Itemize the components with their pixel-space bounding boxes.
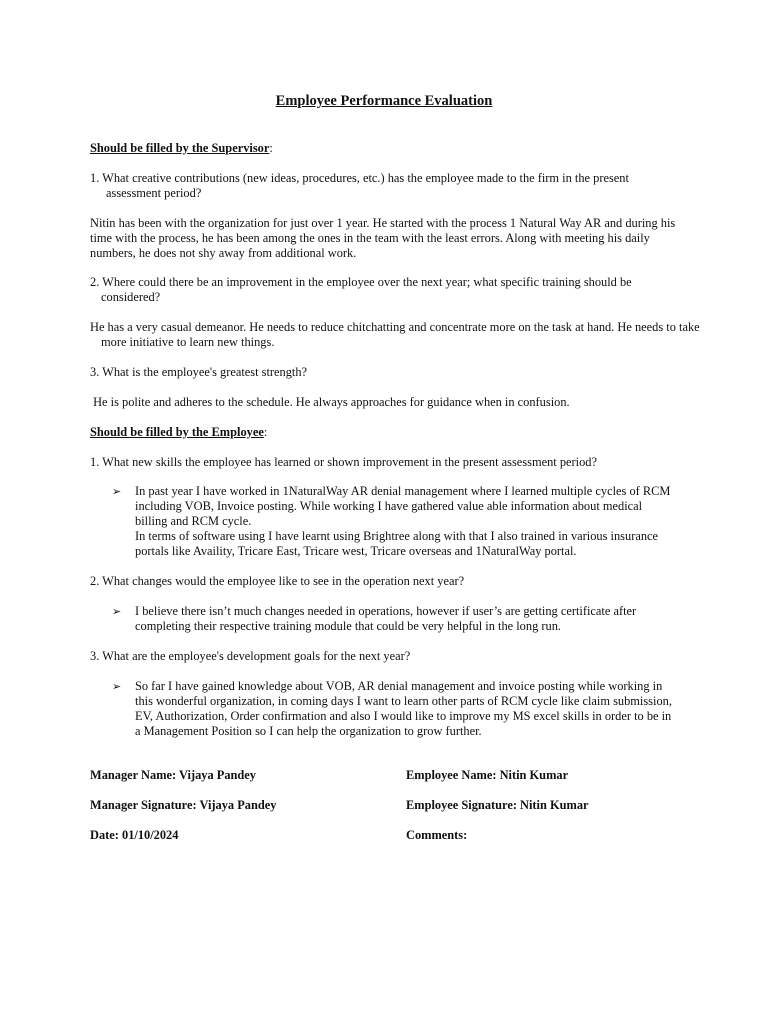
employee-answer-1-para-1: In past year I have worked in 1NaturalWay AR denial management where I learned multiple cycles of RCM including VOB, Invoice posting. While working I have gathered value able information about medical billing and RCM cycle. [135, 484, 671, 528]
employee-heading-text: Should be filled by the Employee [90, 425, 264, 439]
manager-signature: Manager Signature: Vijaya Pandey [90, 798, 277, 812]
evaluation-date: Date: 01/10/2024 [90, 828, 179, 842]
arrow-bullet-icon: ➢ [112, 605, 122, 618]
supervisor-section-heading [90, 141, 690, 156]
supervisor-heading-text: Should be filled by the Supervisor [90, 141, 270, 155]
supervisor-answer-1: Nitin has been with the organization for just over 1 year. He started with the process 1 Natural Way AR and during his time with the process, he has been among the ones in the team with the least errors. Along with meeting his daily numbers, he does not shy away from additional work. [90, 216, 676, 260]
manager-name: Manager Name: Vijaya Pandey [90, 768, 256, 782]
employee-answer-1-para-2: In terms of software using I have learnt using Brightree along with that I also trained in various insurance portals like Availity, Tricare East, Tricare west, Tricare overseas and 1NaturalWay portal. [135, 529, 659, 558]
employee-question-2: 2. What changes would the employee like to see in the operation next year? [90, 574, 465, 588]
supervisor-answer-3: He is polite and adheres to the schedule. He always approaches for guidance when in confusion. [90, 395, 570, 409]
employee-name: Employee Name: Nitin Kumar [406, 768, 569, 782]
arrow-bullet-icon: ➢ [112, 485, 122, 498]
employee-signature: Employee Signature: Nitin Kumar [406, 798, 589, 812]
employee-heading-colon: : [263, 425, 268, 439]
comments-label: Comments: [406, 828, 468, 842]
supervisor-question-1: 1. What creative contributions (new ideas, procedures, etc.) has the employee made to the firm in the present assessment period? [90, 171, 629, 200]
employee-question-3: 3. What are the employee's development goals for the next year? [90, 649, 411, 663]
supervisor-question-3: 3. What is the employee's greatest strength? [90, 365, 308, 379]
supervisor-question-2: 2. Where could there be an improvement in the employee over the next year; what specific training should be considered? [90, 275, 632, 304]
employee-answer-2-text: I believe there isn’t much changes needed in operations, however if user’s are getting certificate after completing their respective training module that could be very helpful in the long run. [135, 604, 637, 633]
employee-answer-3-text: So far I have gained knowledge about VOB, AR denial management and invoice posting while working in this wonderful organization, in coming days I want to learn other parts of RCM cycle like claim submission, EV, Authorization, Order confirmation and also I would like to improve my MS excel skills in order to be in a Management Position so I can help the organization to grow further. [135, 679, 672, 738]
arrow-bullet-icon: ➢ [112, 680, 122, 693]
employee-question-1: 1. What new skills the employee has learned or shown improvement in the present assessment period? [90, 455, 597, 469]
document-title: Employee Performance Evaluation [275, 93, 493, 109]
supervisor-heading-colon: : [269, 141, 273, 155]
employee-section-heading [90, 425, 690, 440]
supervisor-answer-2: He has a very casual demeanor. He needs to reduce chitchatting and concentrate more on the task at hand. He needs to take more initiative to learn new things. [90, 320, 700, 349]
